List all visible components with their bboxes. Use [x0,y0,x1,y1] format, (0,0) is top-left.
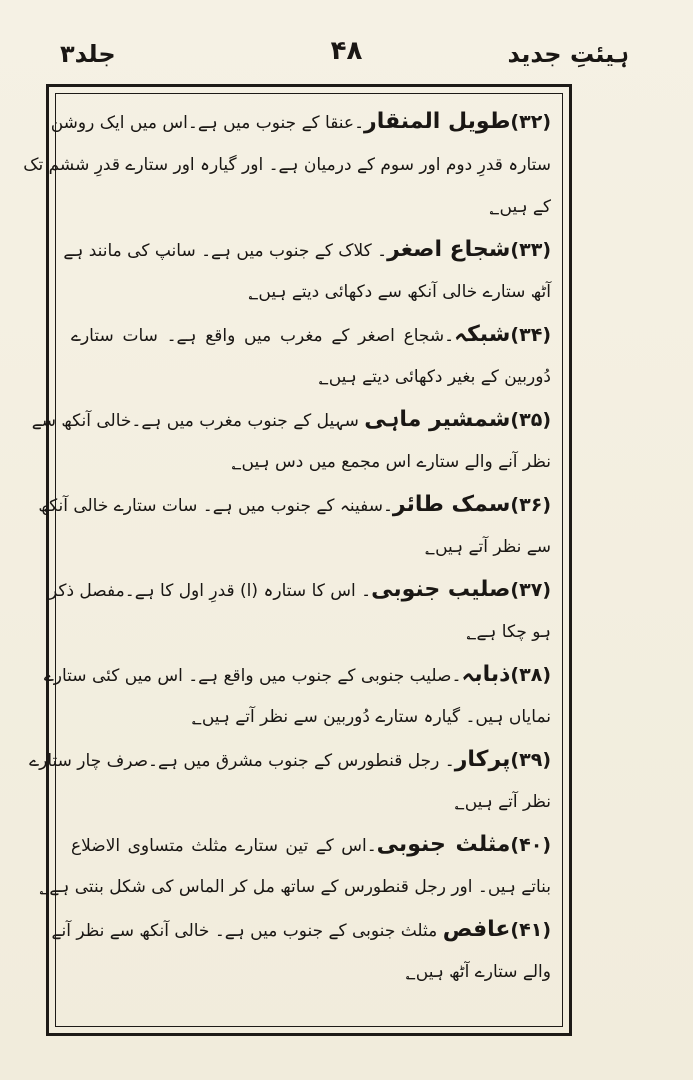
entry-text: ۔ اس کا ستارہ (ا) قدرِ اول کا ہے۔مفصل ذکر [48,580,372,601]
constellation-name: سمک طائر [392,491,511,517]
entry-32-line-3: کے ہیں؂ [489,197,551,217]
entry-41-line-2: والے ستارے آٹھ ہیں؂ [405,962,551,982]
constellation-name: ذبابہ [461,661,511,687]
constellation-name: صلیب جنوبی [371,576,511,602]
entry-38-line-1 [43,654,551,697]
entry-number: (۳۲) [510,111,551,133]
entry-37-line-2: ہو چکا ہے؂ [466,622,551,642]
entry-number: (۴۰) [510,833,551,856]
running-head [60,36,633,76]
entry-text: سہیل کے جنوب مغرب میں ہے۔خالی آنکھ سے [31,410,365,431]
page-number: ۴۸ [330,36,363,66]
entry-41-line-1 [51,909,551,952]
entry-39-line-1 [29,739,551,782]
entry-number: (۳۴) [510,323,551,346]
entry-35-line-1 [31,399,551,442]
volume-label: جلد۳ [60,40,116,68]
entry-number: (۳۳) [510,238,551,261]
entry-35-line-2: نظر آنے والے ستارے اس مجمع میں دس ہیں؂ [231,452,551,472]
entry-number: (۳۹) [510,748,551,771]
entry-40-line-2: بناتے ہیں۔ اور رجل قنطورس کے ساتھ مل کر الماس کی شکل بنتی ہے؂ [39,877,551,897]
entry-number: (۳۷) [510,578,551,601]
entry-39-line-2: نظر آتے ہیں؂ [454,792,551,812]
entry-text: ۔اس کے تین ستارے مثلث متساوی الاضلاع [71,835,377,856]
entry-37-line-1 [48,569,551,612]
entry-text: ۔سفینہ کے جنوب میں ہے۔ سات ستارے خالی آنکھ [38,495,393,516]
book-title: ہیئتِ جدید [507,40,629,68]
entry-36-line-1 [38,484,551,527]
entry-34-line-1 [71,314,551,357]
entry-text: ۔عنقا کے جنوب میں ہے۔اس میں ایک روشن [50,113,365,133]
entry-text: ۔ رجل قنطورس کے جنوب مشرق میں ہے۔صرف چار ستارے [29,750,455,771]
entry-text: ۔شجاع اصغر کے مغرب میں واقع ہے۔ سات ستارے [71,325,455,346]
entry-33-line-2: آٹھ ستارے خالی آنکھ سے دکھائی دیتے ہیں؂ [248,282,551,302]
entry-33-line-1 [63,229,551,272]
constellation-name: شجاع اصغر [387,236,511,262]
constellation-name: مثلث جنوبی [376,831,511,857]
entry-32-line-2: ستارہ قدرِ دوم اور سوم کے درمیان ہے۔ اور گیارہ اور ستارے قدرِ ششم تک [23,154,551,175]
entry-text: مثلث جنوبی کے جنوب میں ہے۔ خالی آنکھ سے نظر آنے [51,920,443,941]
constellation-name: شبکہ [454,321,511,347]
entry-32-line-1 [50,101,551,144]
entry-text: ۔صلیب جنوبی کے جنوب میں واقع ہے۔ اس میں کئی ستارے [43,665,462,686]
entry-40-line-1 [71,824,551,867]
page-content [23,101,551,994]
entry-number: (۳۵) [510,408,551,431]
entry-34-line-2: دُوربین کے بغیر دکھائی دیتے ہیں؂ [318,367,551,387]
entry-number: (۳۶) [510,493,551,516]
entry-38-line-2: نمایاں ہیں۔ گیارہ ستارے دُوربین سے نظر آتے ہیں؂ [191,707,551,727]
constellation-name: طویل المنقار [364,109,511,134]
constellation-name: عافص [442,916,511,942]
entry-number: (۴۱) [510,918,551,941]
entry-number: (۳۸) [510,663,551,686]
text-frame [23,84,572,1036]
constellation-name: شمشیر ماہی [364,406,511,432]
entry-36-line-2: سے نظر آتے ہیں؂ [425,537,551,557]
entry-text: ۔ کلاک کے جنوب میں ہے۔ سانپ کی مانند ہے [63,240,388,261]
constellation-name: پرکار [454,746,511,772]
